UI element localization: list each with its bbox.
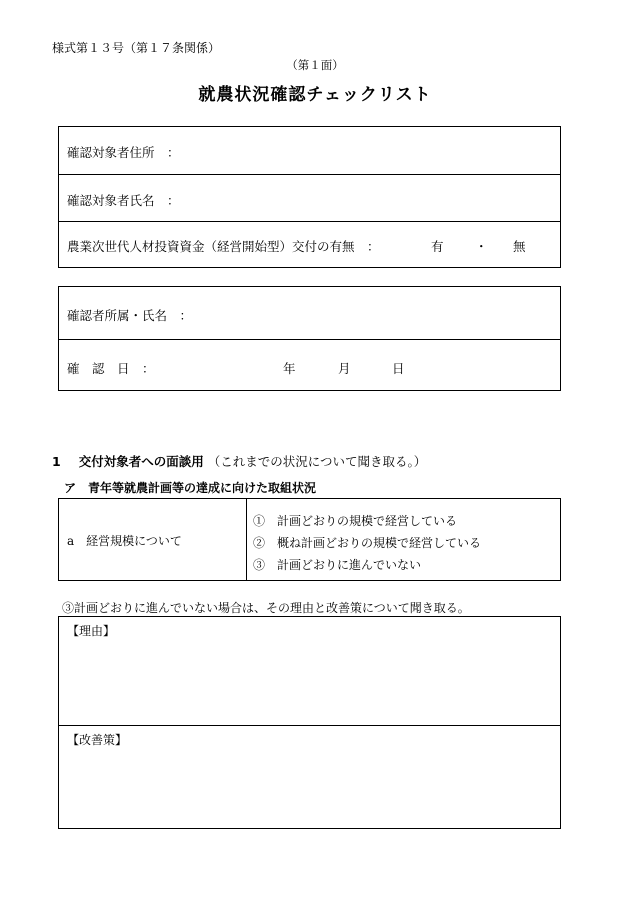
option-yes[interactable]: 有 [431, 239, 444, 254]
reason-area[interactable] [59, 617, 560, 725]
section1-heading [52, 452, 426, 470]
scale-option-1[interactable]: ① 計画どおりの規模で経営している [253, 514, 458, 528]
fund-label: 農業次世代人材投資資金（経営開始型）交付の有無 ： [67, 239, 380, 254]
section1-note: （これまでの状況について聞き取る。） [207, 454, 427, 469]
scale-table [58, 498, 561, 581]
confirmer-info-box [58, 286, 561, 391]
scale-option-3[interactable]: ③ 計画どおりに進んでいない [253, 558, 422, 572]
fund-row [59, 221, 560, 267]
address-row[interactable] [59, 127, 560, 174]
date-row[interactable] [59, 339, 560, 390]
affiliation-row[interactable] [59, 287, 560, 339]
target-info-box [58, 126, 561, 268]
scale-option-2[interactable]: ② 概ね計画どおりの規模で経営している [253, 536, 482, 550]
section1-title: 交付対象者への面談用 [78, 454, 204, 469]
name-row[interactable] [59, 174, 560, 221]
improvement-label: 【改善策】 [67, 733, 128, 747]
improvement-area[interactable] [59, 725, 560, 828]
form-number: 様式第１３号（第１７条関係） [52, 41, 221, 55]
instruction-text: ③計画どおりに進んでいない場合は、その理由と改善策について聞き取る。 [62, 601, 470, 615]
name-label: 確認対象者氏名 ： [67, 193, 180, 208]
date-label: 確 認 日 ： [67, 361, 155, 376]
day-label: 日 [392, 361, 405, 376]
option-no[interactable]: 無 [513, 239, 526, 254]
address-label: 確認対象者住所 ： [67, 145, 180, 160]
section1-subheading: ア 青年等就農計画等の達成に向けた取組状況 [64, 481, 317, 495]
section1-number: 1 [52, 454, 61, 469]
table-divider [246, 499, 247, 580]
page-title: 就農状況確認チェックリスト [198, 85, 432, 105]
option-separator: ・ [475, 239, 488, 254]
scale-label: a 経営規模について [67, 534, 182, 548]
page-number: （第１面） [286, 58, 344, 72]
month-label: 月 [338, 361, 351, 376]
reason-label: 【理由】 [67, 624, 116, 638]
year-label: 年 [283, 361, 296, 376]
reason-improvement-box [58, 616, 561, 829]
affiliation-label: 確認者所属・氏名 ： [67, 308, 193, 323]
